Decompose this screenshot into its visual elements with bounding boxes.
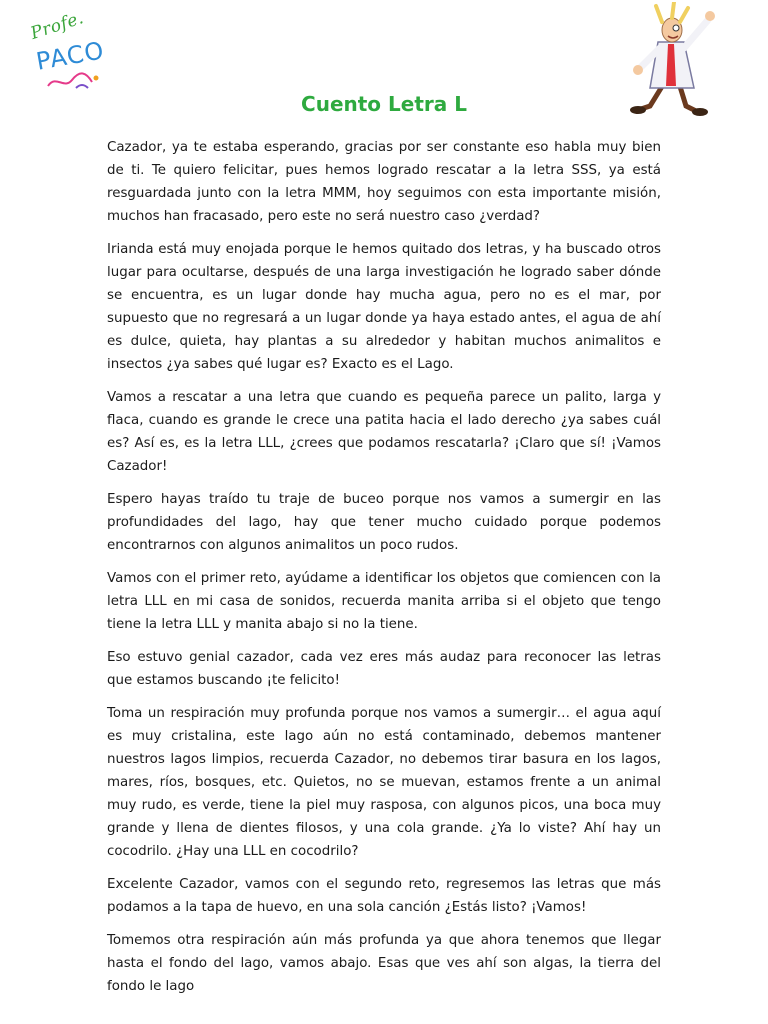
- story-paragraph: Vamos a rescatar a una letra que cuando es pequeña parece un palito, larga y flaca, cuando es grande le crece una patita hacia el lado derecho ¿ya sabes cuál es? Así es, es la letra LLL, ¿crees que podamos rescatarla? ¡Claro que sí! ¡Vamos Cazador!: [107, 390, 661, 474]
- story-paragraph: Cazador, ya te estaba esperando, gracias por ser constante eso habla muy bien de ti. Te quiero felicitar, pues hemos logrado rescatar a la letra SSS, ya está resguardada junto con la letra MMM, hoy seguimos con esta importante misión, muchos han fracasado, pero este no será nuestro caso ¿verdad?: [107, 140, 661, 224]
- page-title: Cuento Letra L: [301, 92, 467, 116]
- story-paragraph: Excelente Cazador, vamos con el segundo reto, regresemos las letras que más podamos a la tapa de huevo, en una sola canción ¿Estás listo? ¡Vamos!: [107, 877, 661, 915]
- logo-text-profe: Profe.: [28, 8, 87, 44]
- story-paragraph: Irianda está muy enojada porque le hemos quitado dos letras, y ha buscado otros lugar para ocultarse, después de una larga investigación he logrado saber dónde se encuentra, es un lugar donde hay mucha agua, pero no es el mar, por supuesto que no regresará a un lugar donde ya haya estado antes, el agua de ahí es dulce, quieta, hay plantas a su alrededor y habitan muchos animalitos e insectos ¿ya sabes qué lugar es? Exacto es el Lago.: [107, 242, 661, 372]
- story-paragraph: Eso estuvo genial cazador, cada vez eres más audaz para reconocer las letras que estamos buscando ¡te felicito!: [107, 650, 661, 688]
- story-paragraph: Espero hayas traído tu traje de buceo porque nos vamos a sumergir en las profundidades del lago, hay que tener mucho cuidado porque podemos encontrarnos con algunos animalitos un poco rudos.: [107, 492, 661, 553]
- logo-swirl-icon: [46, 68, 102, 92]
- story-paragraph: Tomemos otra respiración aún más profunda ya que ahora tenemos que llegar hasta el fondo del lago, vamos abajo. Esas que ves ahí son algas, la tierra del fondo le lago: [107, 933, 661, 994]
- story-paragraph: Toma un respiración muy profunda porque nos vamos a sumergir… el agua aquí es muy cristalina, este lago aún no está contaminado, debemos mantener nuestros lagos limpios, recuerda Cazador, no debemos tirar basura en los lagos, mares, ríos, bosques, etc. Quietos, no se muevan, estamos frente a un animal muy rudo, es verde, tiene la piel muy rasposa, con algunos picos, una boca muy grande y llena de dientes filosos, y una cola grande. ¿Ya lo viste? Ahí hay un cocodrilo. ¿Hay una LLL en cocodrilo?: [107, 706, 661, 859]
- story-body: [107, 136, 661, 1008]
- profe-paco-logo: [26, 8, 107, 92]
- story-paragraph: Vamos con el primer reto, ayúdame a identificar los objetos que comiencen con la letra LLL en mi casa de sonidos, recuerda manita arriba si el objeto que tengo tiene la letra LLL y manita abajo si no la tiene.: [107, 571, 661, 632]
- logo-text-paco: PACO: [34, 36, 107, 76]
